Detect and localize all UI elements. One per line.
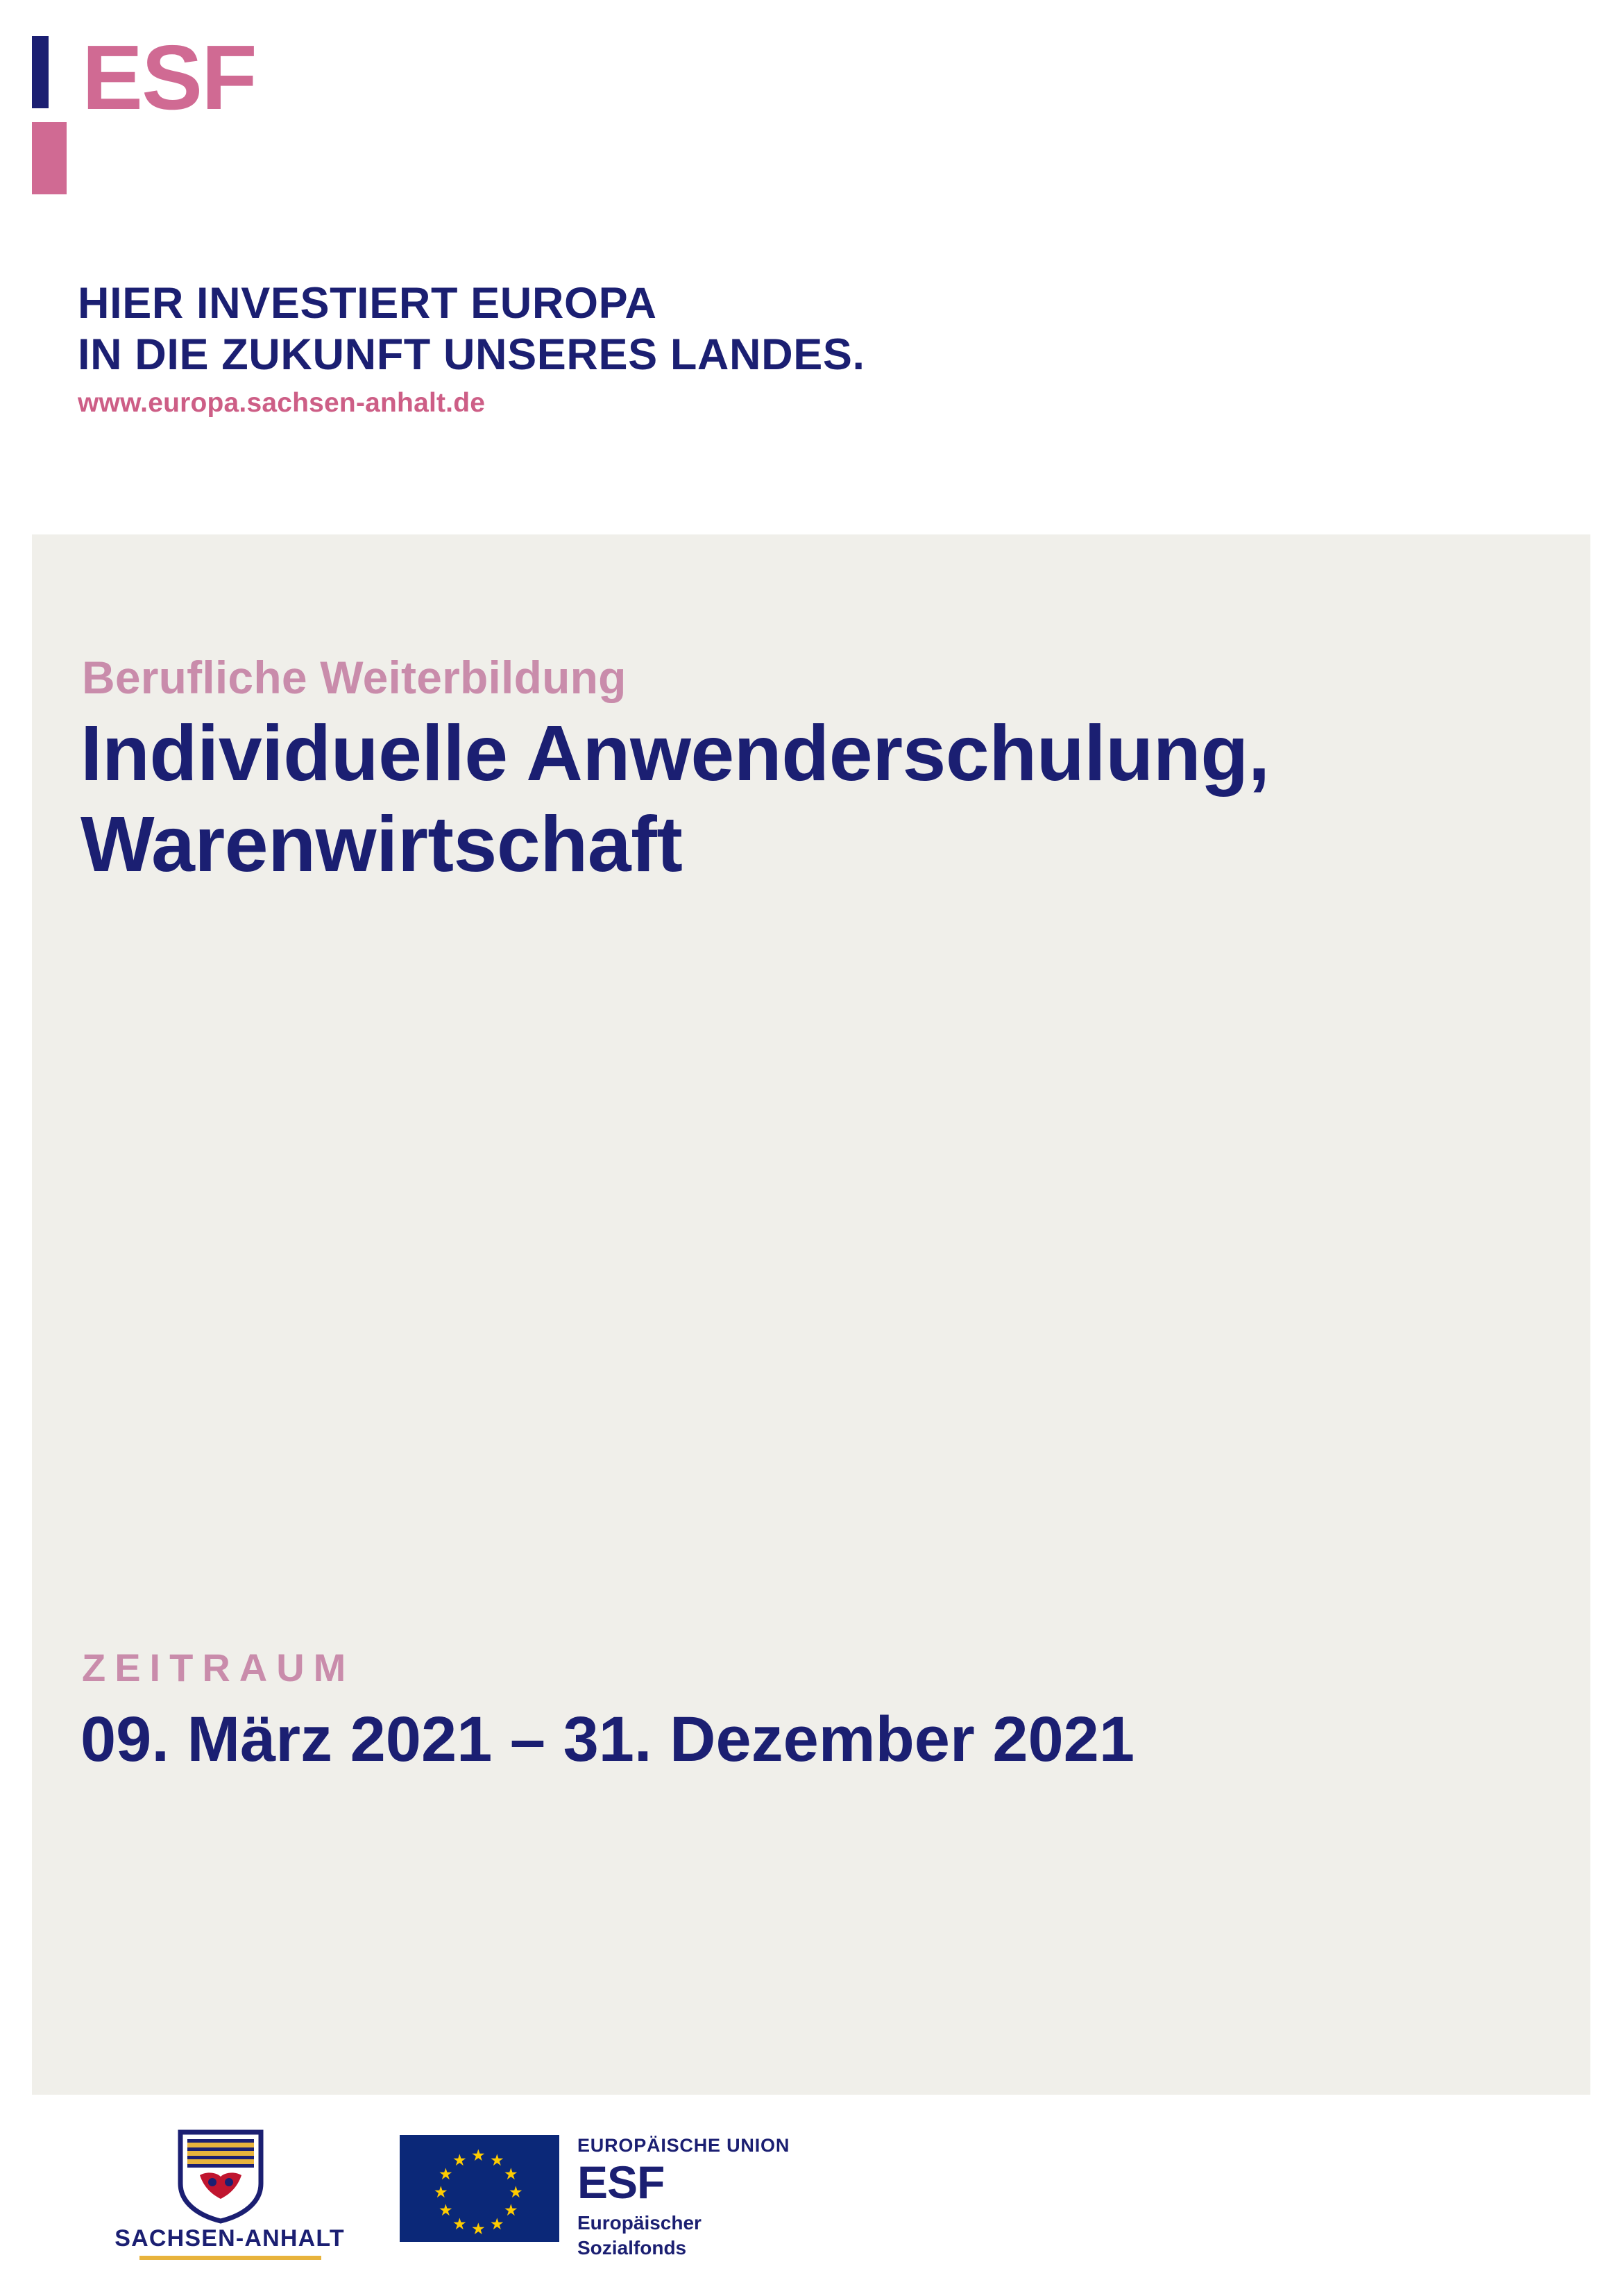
esf-logo-blue-bar [32, 36, 49, 108]
page-title: Individuelle Anwenderschulung, Warenwirtschaft [80, 709, 1270, 888]
programme-kicker: Berufliche Weiterbildung [82, 652, 627, 703]
esf-logo [32, 26, 309, 217]
footer-logos [32, 2124, 1590, 2263]
eu-fund-name [577, 2211, 1063, 2261]
eu-fund-name-line-2: Sozialfonds [577, 2236, 687, 2259]
eu-union-line: EUROPÄISCHE UNION [577, 2135, 790, 2156]
esf-logo-wordmark: ESF [82, 26, 256, 128]
sachsen-anhalt-label: SACHSEN-ANHALT [114, 2225, 345, 2252]
sachsen-anhalt-underline [139, 2256, 321, 2260]
claim-block [78, 278, 1396, 419]
eu-logo-text [577, 2135, 1063, 2261]
eu-fund-name-line-1: Europäischer [577, 2212, 702, 2234]
eu-esf-abbr: ESF [577, 2156, 665, 2208]
claim-line-2: IN DIE ZUKUNFT UNSERES LANDES. [78, 330, 865, 380]
sachsen-anhalt-logo [101, 2129, 358, 2261]
coat-of-arms-icon [176, 2129, 265, 2224]
claim-url[interactable]: www.europa.sachsen-anhalt.de [78, 387, 486, 418]
esf-logo-pink-bar [32, 122, 67, 194]
claim-line-1: HIER INVESTIERT EUROPA [78, 279, 657, 328]
period-label: ZEITRAUM [82, 1646, 355, 1689]
content-panel [32, 534, 1590, 2095]
period-value: 09. März 2021 – 31. Dezember 2021 [80, 1704, 1135, 1775]
eu-flag-icon: ★ ★ ★ ★ ★ ★ ★ ★ ★ ★ ★ ★ [400, 2135, 559, 2242]
eu-esf-logo [400, 2131, 1094, 2259]
